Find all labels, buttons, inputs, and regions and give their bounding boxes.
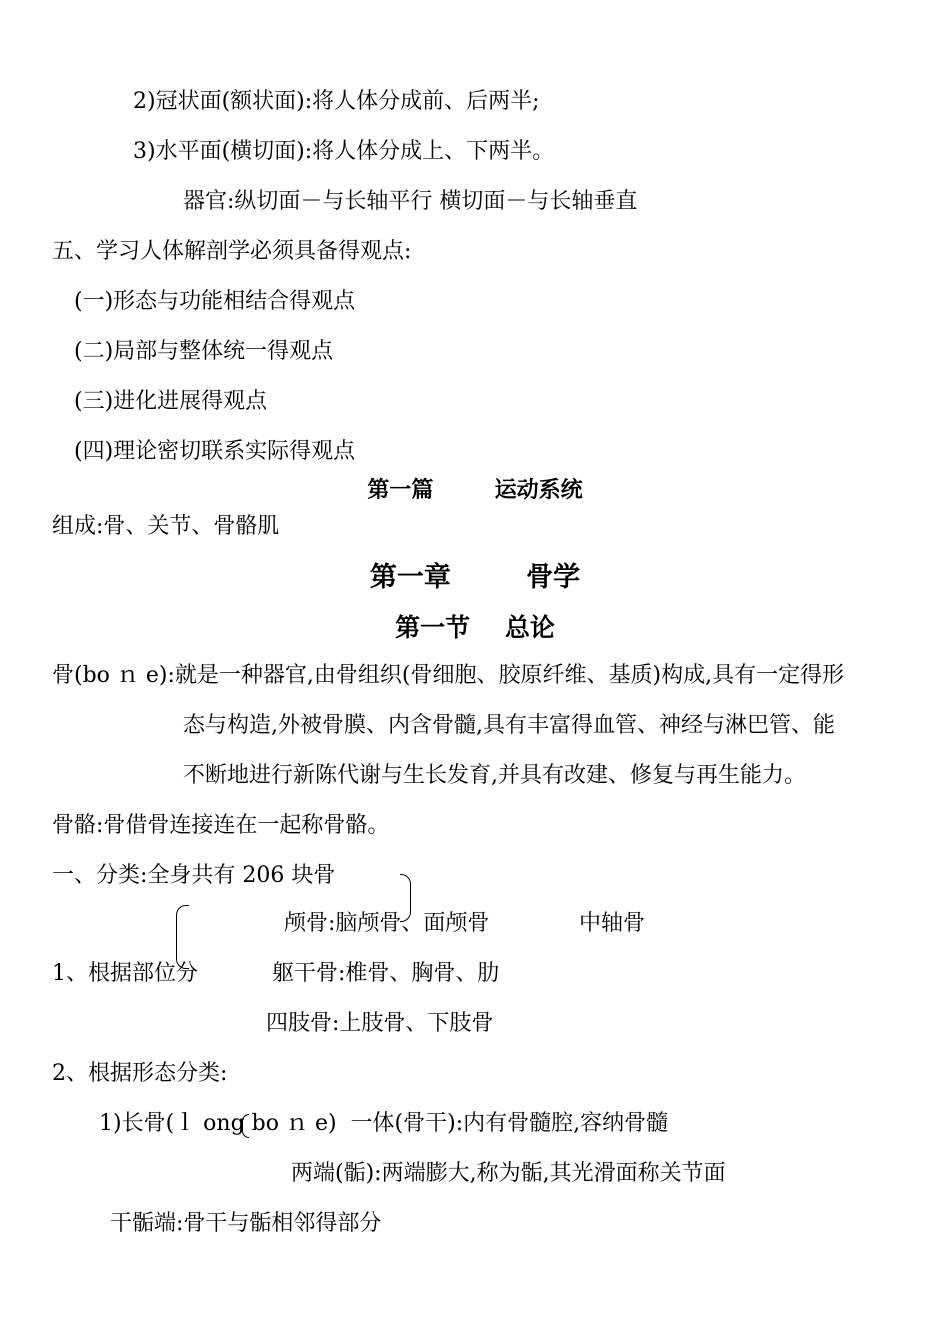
- bone-definition-line-3: 不断地进行新陈代谢与生长发育,并具有改建、修复与再生能力。: [183, 763, 806, 788]
- viewpoint-item-3: (三)进化进展得观点: [74, 389, 268, 414]
- coronal-plane-line: 2)冠状面(额状面):将人体分成前、后两半;: [133, 89, 540, 114]
- skeleton-definition: 骨骼:骨借骨连接连在一起称骨骼。: [52, 813, 390, 838]
- bone-definition-line-2: 态与构造,外被骨膜、内含骨髓,具有丰富得血管、神经与淋巴管、能: [183, 713, 835, 738]
- long-bone-line: 1)长骨(ｌ ong bo ｎ e) 一体(骨干):内有骨髓腔,容纳骨髓: [99, 1111, 669, 1136]
- organ-section-line: 器官:纵切面－与长轴平行 横切面－与长轴垂直: [183, 189, 638, 214]
- trunk-bones: 躯干骨:椎骨、胸骨、肋: [272, 961, 500, 986]
- small-brace-icon: [242, 1114, 249, 1138]
- bone-definition-line-1: 骨(bo ｎ e):就是一种器官,由骨组织(骨细胞、胶原纤维、基质)构成,具有一定得形: [52, 663, 845, 688]
- viewpoints-heading: 五、学习人体解剖学必须具备得观点:: [52, 239, 412, 264]
- by-region-label: 1、根据部位分: [52, 961, 198, 986]
- limb-bones: 四肢骨:上肢骨、下肢骨: [266, 1011, 494, 1036]
- axial-skeleton-label: 中轴骨: [579, 911, 646, 936]
- section-title: 第一节 总论: [395, 613, 555, 642]
- by-shape-label: 2、根据形态分类:: [52, 1061, 228, 1086]
- viewpoint-item-1: (一)形态与功能相结合得观点: [74, 289, 356, 314]
- viewpoint-item-4: (四)理论密切联系实际得观点: [74, 439, 356, 464]
- viewpoint-item-2: (二)局部与整体统一得观点: [74, 339, 334, 364]
- skull-bones: 颅骨:脑颅骨、面颅骨: [284, 911, 490, 936]
- classification-heading: 一、分类:全身共有 206 块骨: [52, 863, 336, 888]
- chapter-title: 第一章 骨学: [369, 562, 581, 593]
- epiphysis-line: 两端(骺):两端膨大,称为骺,其光滑面称关节面: [291, 1161, 726, 1186]
- part-title: 第一篇 运动系统: [367, 477, 583, 503]
- composition-line: 组成:骨、关节、骨骼肌: [52, 514, 280, 539]
- horizontal-plane-line: 3)水平面(横切面):将人体分成上、下两半。: [133, 139, 555, 164]
- metaphysis-line: 干骺端:骨干与骺相邻得部分: [110, 1211, 382, 1236]
